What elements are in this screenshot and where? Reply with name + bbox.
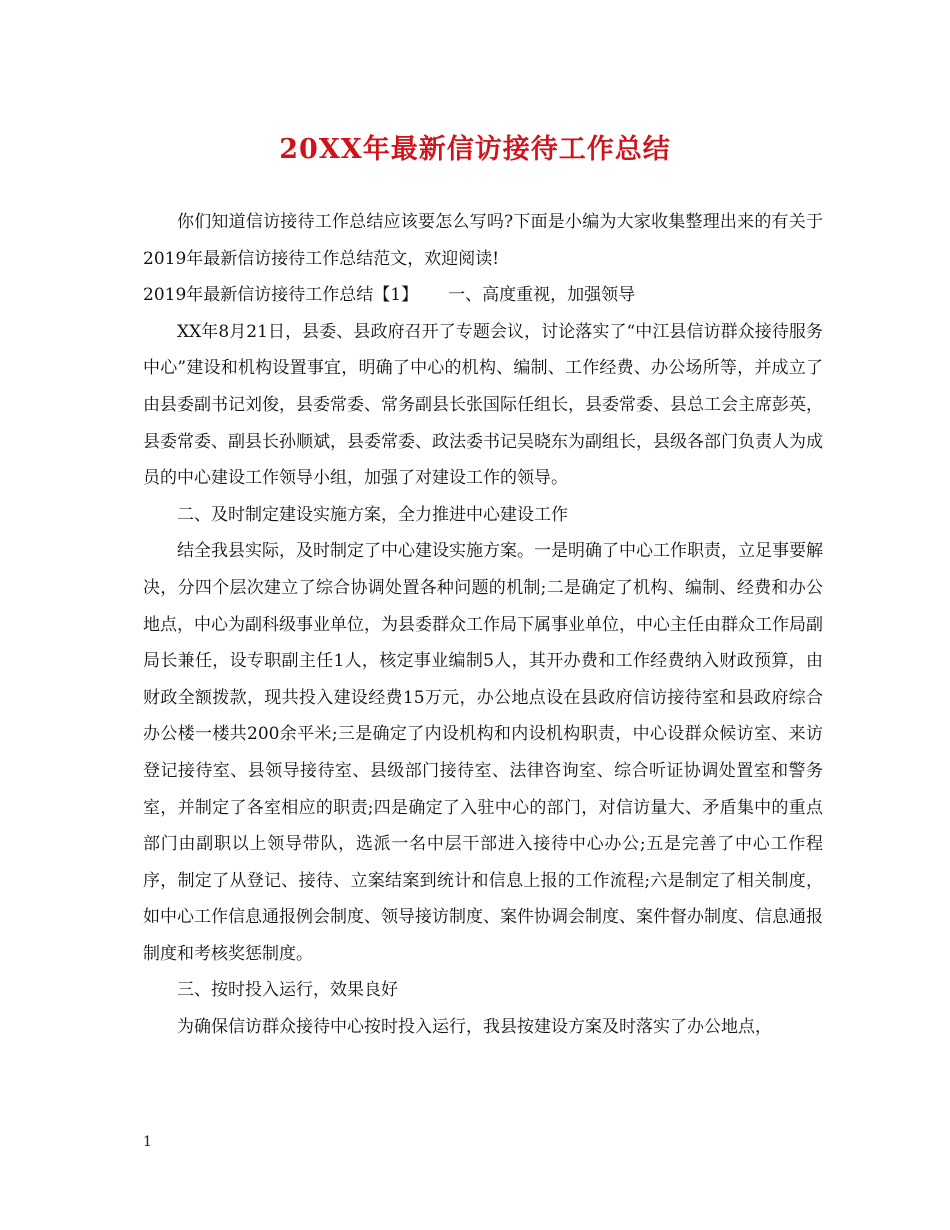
heading-3: 三、按时投入运行，效果良好 (177, 980, 398, 1001)
paragraph-2: 结全我县实际，及时制定了中心建设实施方案。一是明确了中心工作职责，立足事要解决，分四个层次建立了综合协调处置各种问题的机制;二是确定了机构、编制、经费和办公地点，中心为副科级事业单位，为县委群众工作局下属事业单位，中心主任由群众工作局副局长兼任，设专职副主任1人，核定事业编制5人，其开办费和工作经费纳入财政预算，由财政全额拨款，现共投入建设经费15万元，办公地点设在县政府信访接待室和县政府综合办公楼一楼共200余平米;三是确定了内设机构和内设机构职责，中心设群众候访室、来访登记接待室、县领导接待室、县级部门接待室、法律咨询室、综合听证协调处置室和警务室，并制定了各室相应的职责;四是确定了入驻中心的部门，对信访量大、矛盾集中的重点部门由副职以上领导带队，选派一名中层干部进入接待中心办公;五是完善了中心工作程序，制定了从登记、接待、立案结案到统计和信息上报的工作流程;六是制定了相关制度，如中心工作信息通报例会制度、领导接访制度、案件协调会制度、案件督办制度、信息通报制度和考核奖惩制度。 (143, 541, 823, 964)
document-body (143, 204, 823, 1046)
heading-2: 二、及时制定建设实施方案，全力推进中心建设工作 (177, 504, 568, 525)
intro-paragraph: 你们知道信访接待工作总结应该要怎么写吗?下面是小编为大家收集整理出来的有关于2019年最新信访接待工作总结范文，欢迎阅读! (143, 212, 823, 269)
page-number: 1 (143, 1134, 152, 1150)
section-heading-line (143, 277, 823, 314)
document-title: 20XX年最新信访接待工作总结 (279, 134, 671, 165)
paragraph-3: 为确保信访群众接待中心按时投入运行，我县按建设方案及时落实了办公地点， (177, 1017, 772, 1038)
paragraph-1: XX年8月21日，县委、县政府召开了专题会议，讨论落实了“中江县信访群众接待服务中心”建设和机构设置事宜，明确了中心的机构、编制、工作经费、办公场所等，并成立了由县委副书记刘俊，县委常委、常务副县长张国际任组长，县委常委、县总工会主席彭英，县委常委、副县长孙顺斌，县委常委、政法委书记吴晓东为副组长，县级各部门负责人为成员的中心建设工作领导小组，加强了对建设工作的领导。 (143, 321, 823, 489)
section-label: 2019年最新信访接待工作总结【1】 (143, 285, 419, 306)
heading-1: 一、高度重视，加强领导 (448, 285, 636, 306)
